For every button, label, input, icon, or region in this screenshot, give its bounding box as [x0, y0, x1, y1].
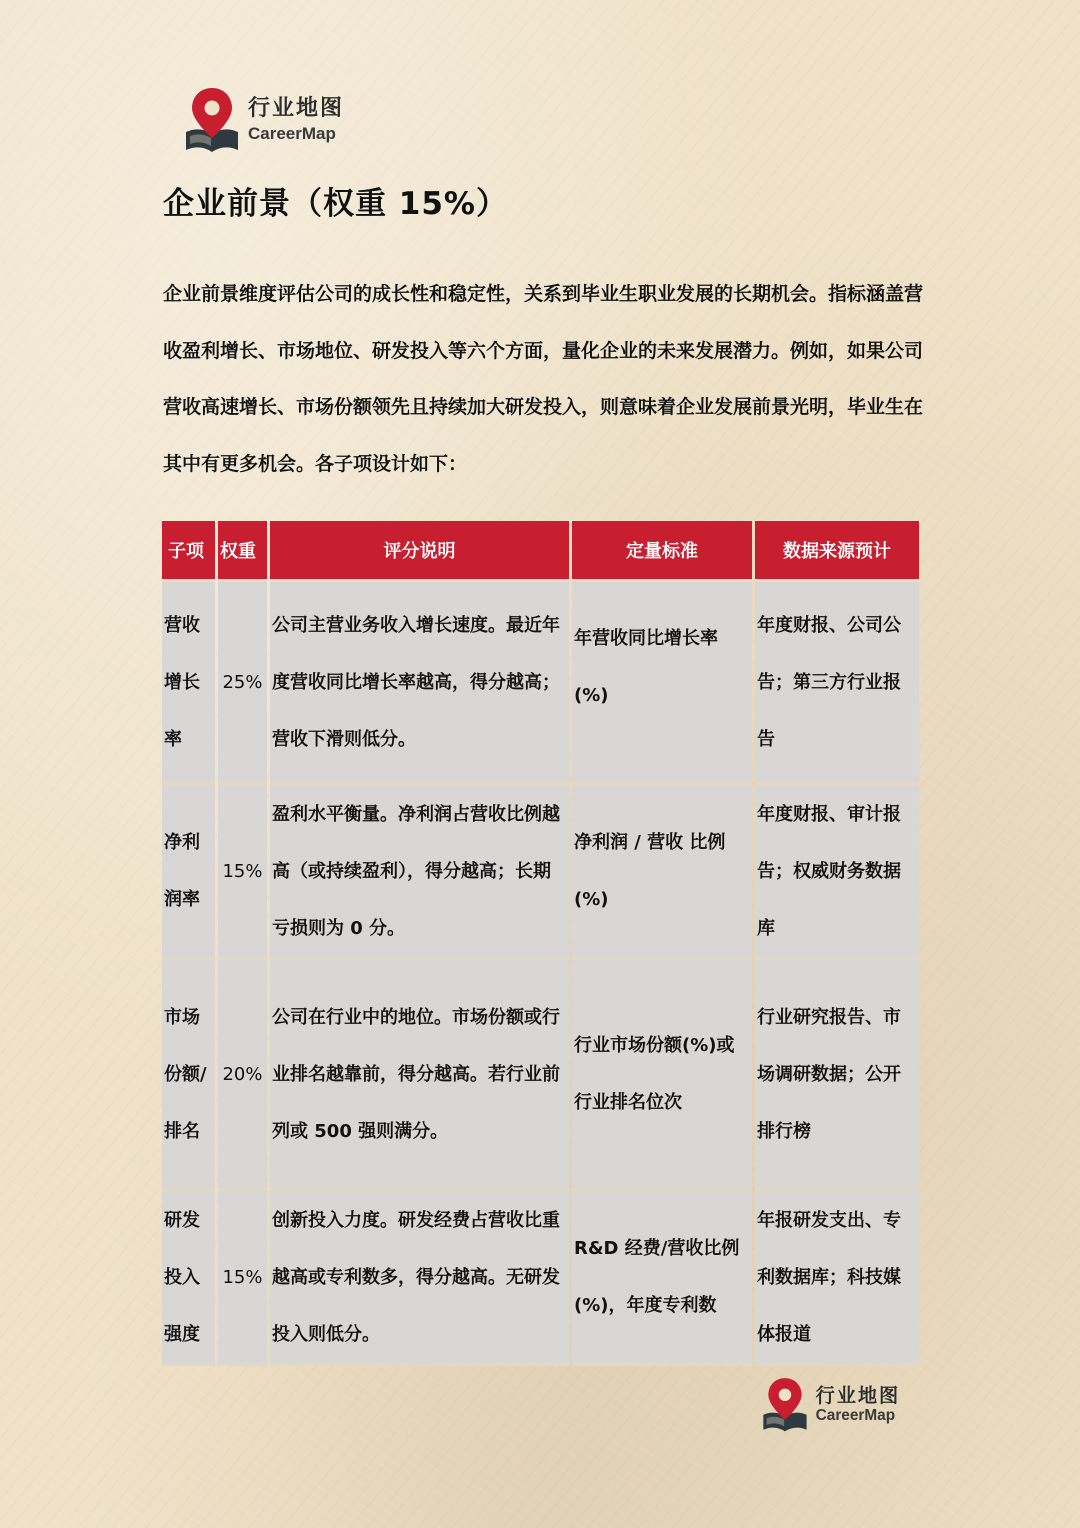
cell-weight: 15% [218, 1191, 267, 1366]
cell-item: 研发投入强度 [162, 1191, 215, 1366]
brand-name-cn: 行业地图 [815, 1383, 901, 1407]
brand-name-en: CareerMap [815, 1407, 896, 1424]
table-row [162, 785, 919, 960]
brand-logo-top [182, 86, 344, 154]
cell-description: 公司主营业务收入增长速度。最近年度营收同比增长率越高，得分越高；营收下滑则低分。 [270, 582, 569, 785]
header-weight: 权重 [218, 521, 267, 582]
table-row [162, 960, 919, 1191]
cell-description: 创新投入力度。研发经费占营收比重越高或专利数多，得分越高。无研发投入则低分。 [270, 1191, 569, 1366]
table-header-row [162, 521, 919, 582]
header-item: 子项 [162, 521, 215, 582]
map-pin-book-logo-icon [182, 86, 242, 154]
cell-source: 年度财报、审计报告；权威财务数据库 [755, 785, 919, 960]
table-row [162, 1191, 919, 1366]
header-standard: 定量标准 [572, 521, 752, 582]
cell-description: 盈利水平衡量。净利润占营收比例越高（或持续盈利），得分越高；长期亏损则为 0 分。 [270, 785, 569, 960]
cell-weight: 25% [218, 582, 267, 785]
cell-standard: 年营收同比增长率(%) [572, 582, 752, 785]
cell-standard: 行业市场份额(%)或行业排名位次 [572, 960, 752, 1191]
scoring-table-container [162, 521, 919, 1366]
cell-item: 净利润率 [162, 785, 215, 960]
brand-logo-bottom [760, 1376, 900, 1434]
intro-paragraph: 企业前景维度评估公司的成长性和稳定性，关系到毕业生职业发展的长期机会。指标涵盖营收盈利增长、市场地位、研发投入等六个方面，量化企业的未来发展潜力。例如，如果公司营收高速增长、市场份额领先且持续加大研发投入，则意味着企业发展前景光明，毕业生在其中有更多机会。各子项设计如下： [163, 283, 924, 475]
brand-name-cn: 行业地图 [248, 96, 345, 121]
cell-standard: 净利润 / 营收 比例(%) [572, 785, 752, 960]
map-pin-book-logo-icon [760, 1376, 810, 1434]
cell-description: 公司在行业中的地位。市场份额或行业排名越靠前，得分越高。若行业前列或 500 强则满分。 [270, 960, 569, 1191]
page-title: 企业前景（权重 15%） [163, 186, 508, 222]
header-source: 数据来源预计 [755, 521, 919, 582]
cell-standard: R&D 经费/营收比例(%)，年度专利数 [572, 1191, 752, 1366]
cell-source: 行业研究报告、市场调研数据；公开排行榜 [755, 960, 919, 1191]
cell-source: 年度财报、公司公告；第三方行业报告 [755, 582, 919, 785]
cell-weight: 15% [218, 785, 267, 960]
table-row [162, 582, 919, 785]
cell-source: 年报研发支出、专利数据库；科技媒体报道 [755, 1191, 919, 1366]
cell-item: 市场份额/排名 [162, 960, 215, 1191]
scoring-table [159, 521, 922, 1366]
header-description: 评分说明 [270, 521, 569, 582]
cell-item: 营收增长率 [162, 582, 215, 785]
cell-weight: 20% [218, 960, 267, 1191]
brand-name-en: CareerMap [248, 124, 336, 143]
